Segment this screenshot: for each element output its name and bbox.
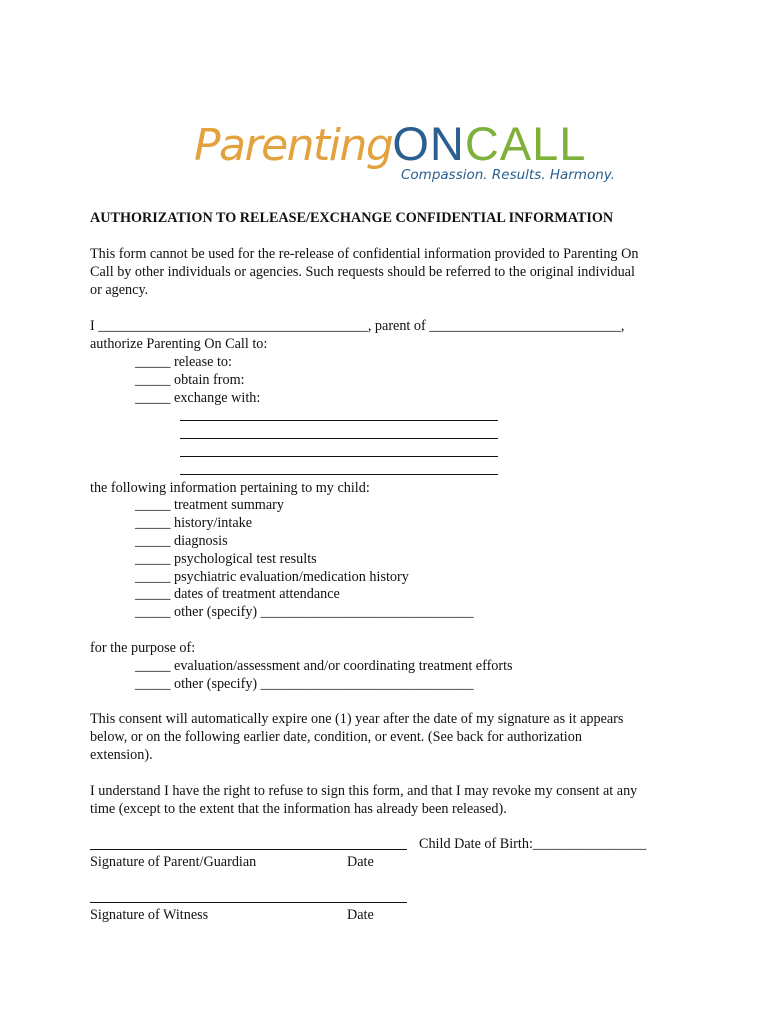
witness-signature-line[interactable] <box>90 902 407 903</box>
parent-date-label: Date <box>347 854 374 870</box>
parent-signature-line[interactable] <box>90 849 407 850</box>
intro-line-2: Call by other individuals or agencies. Such requests should be referred to the original individual <box>90 264 635 280</box>
recipient-line-2[interactable] <box>180 438 498 439</box>
recipient-line-1[interactable] <box>180 420 498 421</box>
purpose-evaluation[interactable]: _____ evaluation/assessment and/or coordinating treatment efforts <box>135 658 513 674</box>
option-obtain-from[interactable]: _____ obtain from: <box>135 372 245 388</box>
info-history-intake[interactable]: _____ history/intake <box>135 515 253 531</box>
recipient-line-4[interactable] <box>180 474 498 475</box>
purpose-other-specify[interactable]: _____ other (specify) ______________________________ <box>135 676 474 692</box>
option-release-to[interactable]: _____ release to: <box>135 354 232 370</box>
parent-signature-label: Signature of Parent/Guardian <box>90 854 257 870</box>
info-treatment-summary[interactable]: _____ treatment summary <box>135 497 284 513</box>
info-diagnosis[interactable]: _____ diagnosis <box>135 533 228 549</box>
logo-parenting: Parenting <box>194 120 393 171</box>
info-attendance-dates[interactable]: _____ dates of treatment attendance <box>135 586 340 602</box>
consent-line-2: below, or on the following earlier date, condition, or event. (See back for authorization <box>90 729 582 745</box>
witness-signature-label: Signature of Witness <box>90 907 209 923</box>
logo-tagline: Compassion. Results. Harmony. <box>401 167 616 183</box>
revoke-line-1: I understand I have the right to refuse to sign this form, and that I may revoke my consent at any <box>90 783 638 799</box>
form-title: AUTHORIZATION TO RELEASE/EXCHANGE CONFIDENTIAL INFORMATION <box>90 210 614 226</box>
information-intro: the following information pertaining to my child: <box>90 480 370 496</box>
child-dob-field[interactable]: Child Date of Birth:________________ <box>419 836 647 852</box>
info-psych-test-results[interactable]: _____ psychological test results <box>135 551 317 567</box>
purpose-intro: for the purpose of: <box>90 640 196 656</box>
consent-line-1: This consent will automatically expire one (1) year after the date of my signature as it appears <box>90 711 624 727</box>
parenting-on-call-logo <box>194 117 616 190</box>
authorize-text: authorize Parenting On Call to: <box>90 336 268 352</box>
intro-line-1: This form cannot be used for the re-release of confidential information provided to Parenting On <box>90 246 639 262</box>
logo-call: CALL <box>464 117 587 170</box>
info-other-specify[interactable]: _____ other (specify) ______________________________ <box>135 604 474 620</box>
intro-line-3: or agency. <box>90 282 149 298</box>
recipient-line-3[interactable] <box>180 456 498 457</box>
logo-on: ON <box>392 117 465 170</box>
logo-wordmark <box>194 117 587 171</box>
witness-date-label: Date <box>347 907 374 923</box>
option-exchange-with[interactable]: _____ exchange with: <box>135 390 261 406</box>
parent-name-line[interactable]: I ______________________________________, parent of ___________________________, <box>90 318 625 334</box>
revoke-line-2: time (except to the extent that the information has already been released). <box>90 801 507 817</box>
consent-line-3: extension). <box>90 747 153 763</box>
info-psychiatric-evaluation[interactable]: _____ psychiatric evaluation/medication history <box>135 569 409 585</box>
